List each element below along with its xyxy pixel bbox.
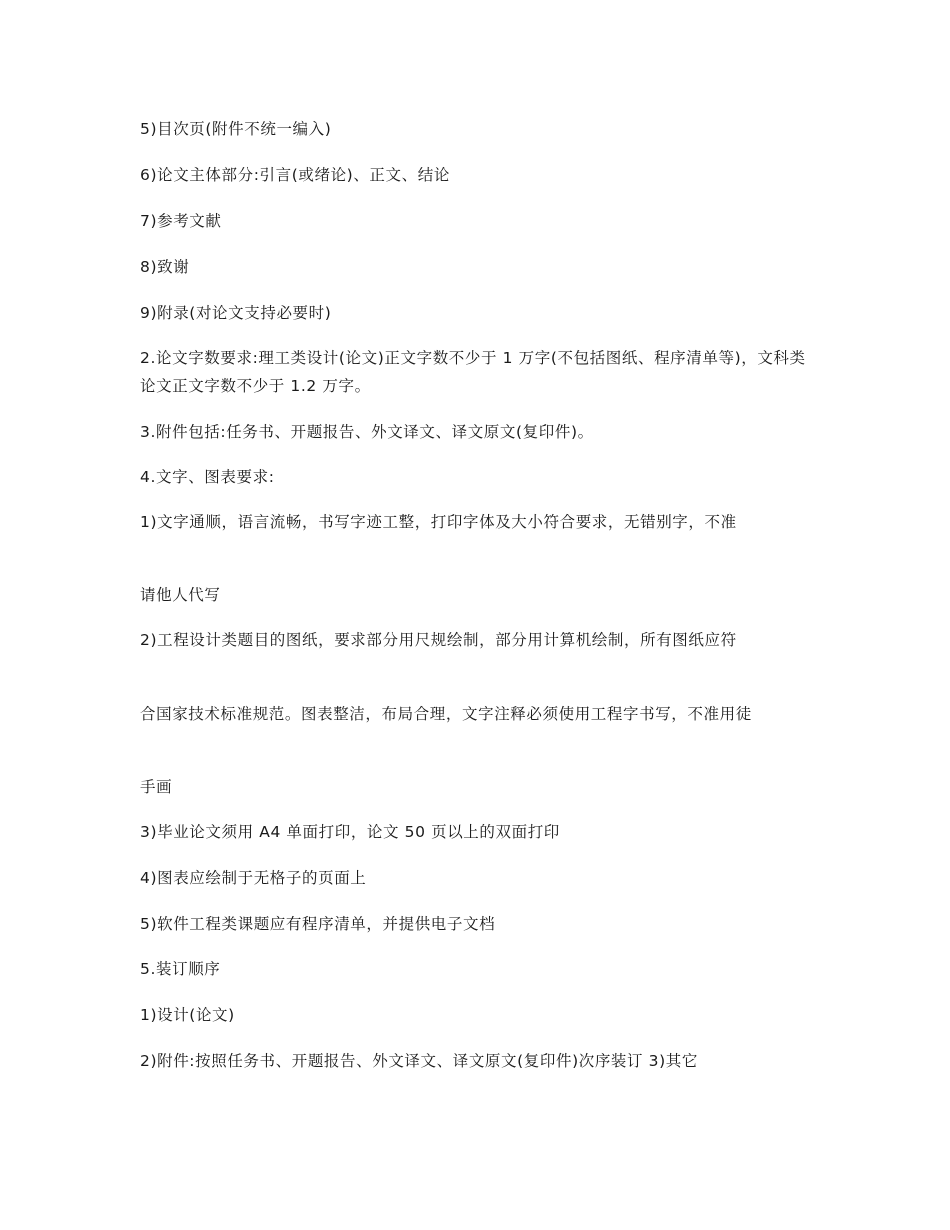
text-line-text-chart-requirements: 4.文字、图表要求: bbox=[140, 468, 275, 486]
text-line-gridless-pages: 4)图表应绘制于无格子的页面上 bbox=[140, 869, 367, 887]
text-line-acknowledgements: 8)致谢 bbox=[140, 258, 190, 276]
text-line-references: 7)参考文献 bbox=[140, 212, 222, 230]
text-line-attachments: 3.附件包括:任务书、开题报告、外文译文、译文原文(复印件)。 bbox=[140, 423, 594, 441]
text-paragraph-word-count: 2.论文字数要求:理工类设计(论文)正文字数不少于 1 万字(不包括图纸、程序清单等)，文科类论文正文字数不少于 1.2 万字。 bbox=[140, 349, 806, 395]
text-line-attachment-order: 2)附件:按照任务书、开题报告、外文译文、译文原文(复印件)次序装订 3)其它 bbox=[140, 1052, 698, 1070]
text-line-no-ghostwriting: 请他人代写 bbox=[140, 586, 221, 604]
text-line-design-thesis: 1)设计(论文) bbox=[140, 1006, 235, 1024]
text-line-freehand: 手画 bbox=[140, 778, 173, 796]
text-line-writing-fluency: 1)文字通顺，语言流畅，书写字迹工整，打印字体及大小符合要求，无错别字，不准 bbox=[140, 513, 737, 531]
text-line-software-listing: 5)软件工程类课题应有程序清单，并提供电子文档 bbox=[140, 915, 496, 933]
text-line-toc-page: 5)目次页(附件不统一编入) bbox=[140, 120, 332, 138]
text-line-main-body: 6)论文主体部分:引言(或绪论)、正文、结论 bbox=[140, 166, 450, 184]
text-line-national-standards: 合国家技术标准规范。图表整洁，布局合理，文字注释必须使用工程字书写，不准用徒 bbox=[140, 705, 752, 723]
text-line-appendix: 9)附录(对论文支持必要时) bbox=[140, 304, 332, 322]
text-line-engineering-drawings: 2)工程设计类题目的图纸，要求部分用尺规绘制，部分用计算机绘制，所有图纸应符 bbox=[140, 631, 737, 649]
text-line-binding-order: 5.装订顺序 bbox=[140, 960, 221, 978]
text-line-a4-printing: 3)毕业论文须用 A4 单面打印，论文 50 页以上的双面打印 bbox=[140, 823, 560, 841]
